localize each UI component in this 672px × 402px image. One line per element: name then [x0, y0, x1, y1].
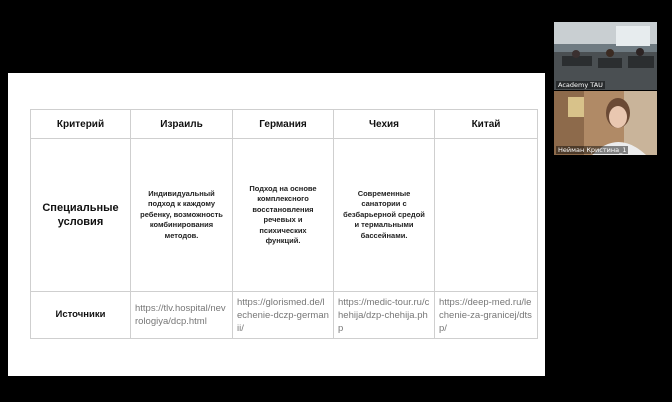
- link-czech-source[interactable]: https://medic-tour.ru/chehija/dzp-chehija.php: [334, 292, 435, 339]
- participant-video-tile[interactable]: [554, 91, 657, 155]
- header-germany: Германия: [233, 110, 334, 139]
- table-header-row: [31, 110, 538, 139]
- video-feed-classroom: [554, 22, 657, 90]
- header-czech: Чехия: [334, 110, 435, 139]
- participant-name-label: Нейман Кристина_1: [558, 146, 627, 154]
- cell-czech-conditions: Современные санатории с безбарьерной средой и термальными бассейнами.: [334, 139, 435, 292]
- table-row: [31, 292, 538, 339]
- participant-name-label: Academy TAU: [558, 81, 603, 89]
- row-label-sources: Источники: [31, 292, 131, 339]
- header-israel: Израиль: [131, 110, 233, 139]
- row-label-conditions: Специальные условия: [31, 139, 131, 292]
- comparison-table: [30, 109, 538, 339]
- cell-israel-conditions: Индивидуальный подход к каждому ребенку, возможность комбинирования методов.: [131, 139, 233, 292]
- participant-video-tile[interactable]: [554, 22, 657, 90]
- cell-germany-conditions: Подход на основе комплексного восстановления речевых и психических функций.: [233, 139, 334, 292]
- link-china-source[interactable]: https://deep-med.ru/lechenie-za-granicej/dtsp/: [435, 292, 538, 339]
- link-israel-source[interactable]: https://tlv.hospital/nevrologiya/dcp.html: [131, 292, 233, 339]
- table-row: [31, 139, 538, 292]
- header-china: Китай: [435, 110, 538, 139]
- cell-china-conditions: [435, 139, 538, 292]
- presentation-slide: [8, 73, 545, 376]
- header-criterion: Критерий: [31, 110, 131, 139]
- link-germany-source[interactable]: https://glorismed.de/lechenie-dczp-germanii/: [233, 292, 334, 339]
